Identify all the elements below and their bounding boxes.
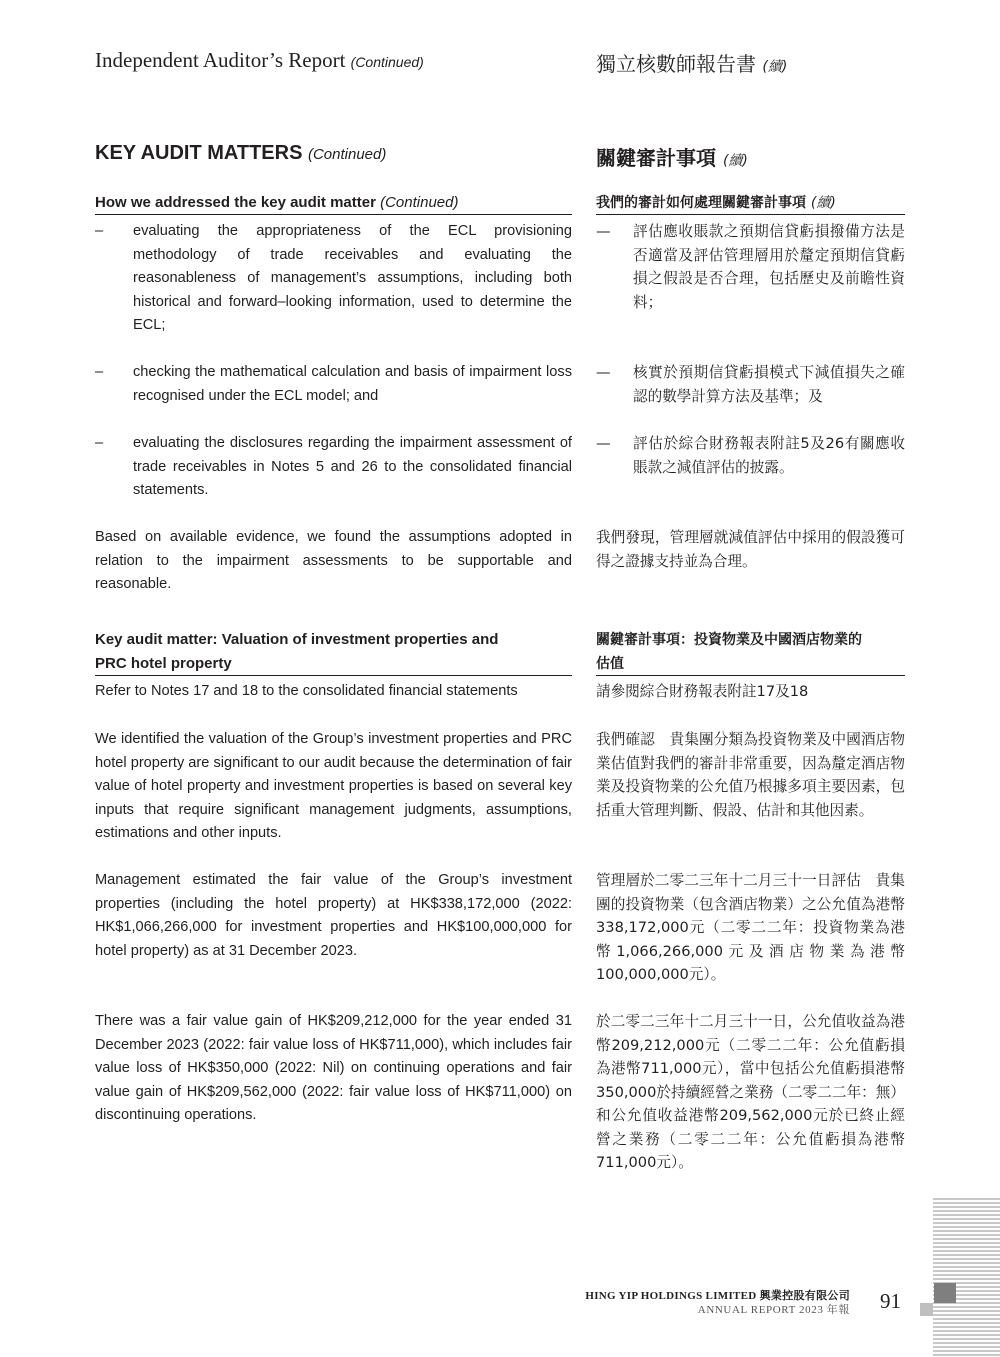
- subheading-how-addressed-suffix-en: (Continued): [380, 194, 459, 211]
- footer-report-label: ANNUAL REPORT 2023 年報: [697, 1304, 850, 1316]
- bullet-text-en: checking the mathematical calculation and basis of impairment loss recognised under the ECL model; and: [133, 364, 572, 404]
- subheading-how-addressed-en: [95, 191, 458, 215]
- bullet-dash-zh: —: [596, 223, 611, 240]
- section-title-suffix-en: (Continued): [307, 146, 387, 163]
- paragraph-zh: 管理層於二零二三年十二月三十一日評估 貴集團的投資物業（包含酒店物業）之公允值為港幣338,172,000元（二零二二年：投資物業為港幣1,066,266,000元及酒店物業為港幣100,000,000元）。: [596, 872, 905, 983]
- running-header-zh: [596, 48, 787, 77]
- divider-zh-1: [596, 214, 905, 215]
- paragraph-en: We identified the valuation of the Group’s investment properties and PRC hotel property are significant to our audit because the determination of fair value of hotel property and investment properties is based on several key inputs that require significant management judgments, assumptions, estimations and other inputs.: [95, 731, 573, 841]
- bullet-dash-en: –: [95, 364, 104, 380]
- paragraph-zh: 於二零二三年十二月三十一日，公允值收益為港幣209,212,000元（二零二二年：公允值虧損為港幣711,000元），當中包括公允值虧損港幣350,000於持續經營之業務（二零二二年：無）和公允值收益港幣209,562,000元於已終止經營之業務（二零二二年：公允值虧損為港幣711,000元）。: [596, 1013, 905, 1171]
- running-header-suffix-en: (Continued): [350, 54, 424, 70]
- bullet-item-en: [95, 432, 572, 504]
- conclusion-paragraph-en: Based on available evidence, we found the assumptions adopted in relation to the impairment assessments to be supportable and reasonable.: [95, 529, 572, 592]
- bullet-item-zh: [596, 361, 905, 411]
- refer-notes-en: Refer to Notes 17 and 18 to the consolidated financial statements: [95, 683, 518, 699]
- running-header-en: [95, 48, 424, 73]
- decorative-square-light: [920, 1303, 933, 1316]
- bullet-text-en: evaluating the appropriateness of the ECL provisioning methodology of trade receivables and evaluating the reasonableness of management’s assumptions, including both historical and forward–looking information, used to determine the ECL;: [133, 223, 572, 333]
- bullet-dash-zh: —: [596, 364, 611, 381]
- running-header-title-zh: 獨立核數師報告書: [596, 52, 756, 76]
- subheading-key-audit-matter-zh: [596, 628, 862, 676]
- conclusion-paragraph-zh: 我們發現，管理層就減值評估中採用的假設獲可得之證據支持並為合理。: [596, 529, 905, 570]
- bullet-text-en: evaluating the disclosures regarding the impairment assessment of trade receivables in Notes 5 and 26 to the consolidated financial statements.: [133, 435, 572, 498]
- subheading-key-audit-matter-line2-en: PRC hotel property: [95, 655, 232, 672]
- subheading-key-audit-matter-en: [95, 628, 498, 676]
- subheading-how-addressed-text-en: How we addressed the key audit matter: [95, 194, 376, 211]
- bullet-dash-en: –: [95, 223, 104, 239]
- paragraph-en: Management estimated the fair value of the Group’s investment properties (including the hotel property) at HK$338,172,000 (2022: HK$1,066,266,000 for investment properties and HK$100,000,000 for hotel property) as at 31 December 2023.: [95, 872, 572, 959]
- refer-notes-zh: 請參閱綜合財務報表附註17及18: [596, 683, 809, 700]
- divider-zh-2: [596, 675, 905, 676]
- section-title-text-zh: 關鍵審計事項: [596, 146, 716, 170]
- bullet-text-zh: 評估於綜合財務報表附註5及26有關應收賬款之減值評估的披露。: [633, 435, 905, 476]
- decorative-square-dark: [934, 1283, 956, 1303]
- subheading-how-addressed-text-zh: 我們的審計如何處理關鍵審計事項: [596, 195, 806, 211]
- running-header-title-en: Independent Auditor’s Report: [95, 48, 346, 72]
- bullet-item-en: [95, 361, 572, 411]
- paragraph-zh: 我們確認 貴集團分類為投資物業及中國酒店物業估值對我們的審計非常重要，因為釐定酒店物業及投資物業的公允值乃根據多項主要因素，包括重大管理判斷、假設、估計和其他因素。: [596, 731, 905, 819]
- subheading-how-addressed-suffix-zh: (續): [810, 195, 836, 211]
- bullet-text-zh: 評估應收賬款之預期信貸虧損撥備方法是否適當及評估管理層用於釐定預期信貸虧損之假設是否合理，包括歷史及前瞻性資料；: [633, 223, 905, 311]
- decorative-stripes: [933, 1198, 1000, 1357]
- running-header-suffix-zh: (續): [762, 59, 788, 75]
- bullet-dash-zh: —: [596, 435, 611, 452]
- subheading-key-audit-matter-line2-zh: 估值: [596, 656, 624, 672]
- bullet-dash-en: –: [95, 435, 104, 451]
- bullet-item-zh: [596, 220, 905, 320]
- subheading-key-audit-matter-line1-zh: 關鍵審計事項：投資物業及中國酒店物業的: [596, 632, 862, 648]
- section-title-en: [95, 142, 386, 165]
- bullet-text-zh: 核實於預期信貸虧損模式下減值損失之確認的數學計算方法及基準；及: [633, 364, 905, 405]
- page-number: 91: [880, 1289, 901, 1313]
- section-title-zh: [596, 142, 748, 171]
- footer-company: HING YIP HOLDINGS LIMITED 興業控股有限公司: [585, 1290, 850, 1302]
- divider-en-1: [95, 214, 572, 215]
- divider-en-2: [95, 675, 572, 676]
- bullet-item-zh: [596, 432, 905, 482]
- bullet-item-en: [95, 220, 572, 340]
- section-title-suffix-zh: (續): [722, 153, 748, 169]
- paragraph-en: There was a fair value gain of HK$209,212,000 for the year ended 31 December 2023 (2022: fair value loss of HK$711,000), which includes fair value loss of HK$350,000 (2022: Nil) on continuing operations and fair value gain of HK$209,562,000 (2022: fair value loss of HK$711,000) on discontinuing operations.: [95, 1013, 572, 1123]
- subheading-how-addressed-zh: [596, 191, 836, 215]
- section-title-text-en: KEY AUDIT MATTERS: [95, 142, 303, 164]
- subheading-key-audit-matter-line1-en: Key audit matter: Valuation of investment properties and: [95, 631, 499, 648]
